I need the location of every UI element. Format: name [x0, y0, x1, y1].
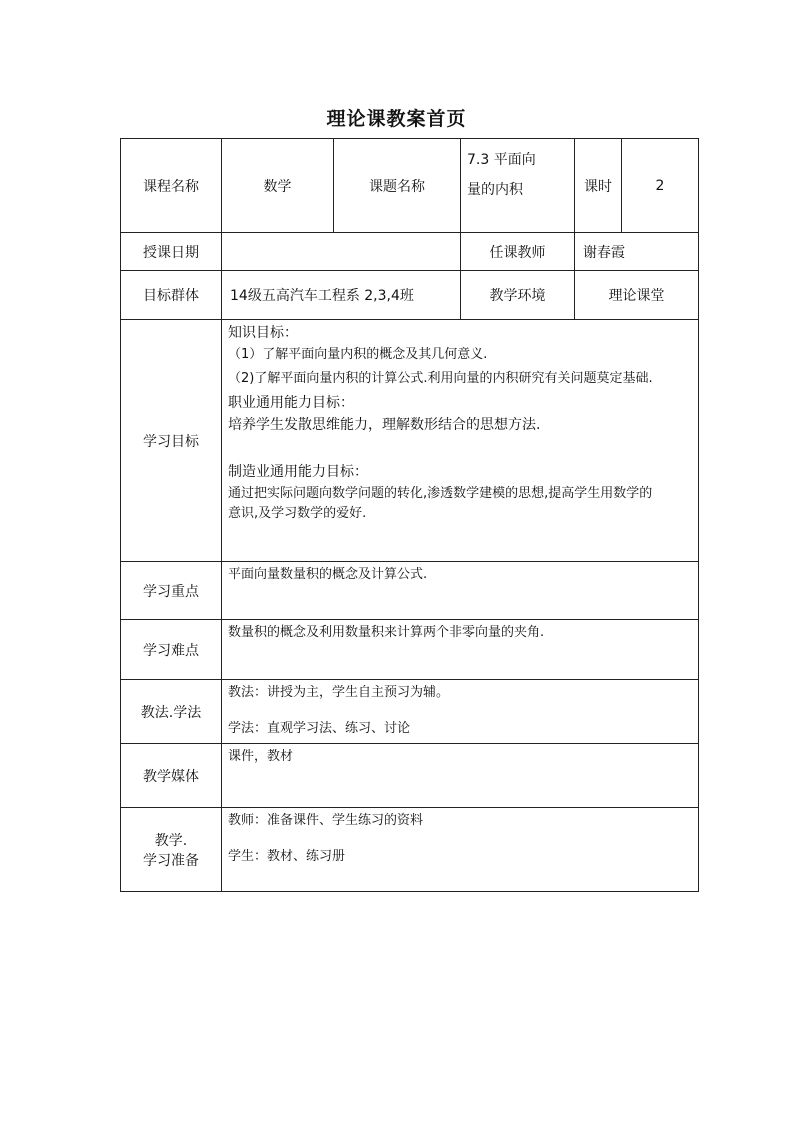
key-points-text: 平面向量数量积的概念及计算公式.: [222, 562, 699, 620]
manufacturing-line-1: 通过把实际问题向数学问题的转化,渗透数学建模的思想,提高学生用数学的: [228, 486, 653, 502]
group-label: 目标群体: [121, 271, 222, 320]
lesson-plan-table: [120, 138, 699, 892]
student-preparation: 学生：教材、练习册: [228, 849, 346, 865]
media-label: 教学媒体: [121, 744, 222, 808]
vocational-text: 培养学生发散思维能力，理解数形结合的思想方法.: [228, 416, 541, 433]
row-date: [121, 233, 699, 271]
row-objectives: [121, 320, 699, 562]
preparation-label-line-2: 学习准备: [143, 852, 199, 869]
knowledge-heading: 知识目标：: [228, 325, 298, 341]
date-value: [222, 233, 461, 271]
preparation-label: [121, 808, 222, 892]
course-name-value: 数学: [222, 139, 334, 233]
manufacturing-line-2: 意识,及学习数学的爱好.: [228, 506, 367, 522]
methods-label: 教法.学法: [121, 680, 222, 744]
topic-value: [461, 139, 575, 233]
row-preparation: [121, 808, 699, 892]
topic-line-1: 7.3 平面向: [467, 152, 536, 168]
knowledge-item-2: （2)了解平面向量内积的计算公式.利用向量的内积研究有关问题莫定基础.: [228, 370, 653, 386]
teacher-value: 谢春霞: [575, 233, 699, 271]
date-label: 授课日期: [121, 233, 222, 271]
media-text: 课件，教材: [222, 744, 699, 808]
teacher-preparation: 教师：准备课件、学生练习的资料: [228, 813, 424, 828]
group-value: 14级五高汽车工程系 2,3,4班: [222, 271, 461, 320]
row-key-points: [121, 562, 699, 620]
key-points-label: 学习重点: [121, 562, 222, 620]
teaching-method: 教法：讲授为主，学生自主预习为辅。: [228, 685, 450, 700]
manufacturing-heading: 制造业通用能力目标：: [228, 464, 368, 481]
methods-content: [222, 680, 699, 744]
env-label: 教学环境: [461, 271, 575, 320]
hours-label: 课时: [575, 139, 622, 233]
preparation-content: [222, 808, 699, 892]
topic-label: 课题名称: [334, 139, 461, 233]
difficulties-label: 学习难点: [121, 620, 222, 680]
learning-method: 学法：直观学习法、练习、讨论: [228, 721, 411, 737]
topic-line-2: 量的内积: [467, 182, 523, 198]
row-course: [121, 139, 699, 233]
page-title: 理论课教案首页: [326, 108, 467, 130]
difficulties-text: 数量积的概念及利用数量积来计算两个非零向量的夹角.: [222, 620, 699, 680]
env-value: 理论课堂: [575, 271, 699, 320]
objectives-content: [222, 320, 699, 562]
objectives-label: 学习目标: [121, 320, 222, 562]
course-name-label: 课程名称: [121, 139, 222, 233]
vocational-heading: 职业通用能力目标：: [228, 394, 354, 411]
preparation-label-line-1: 教学.: [154, 832, 188, 849]
row-methods: [121, 680, 699, 744]
row-media: [121, 744, 699, 808]
row-difficulties: [121, 620, 699, 680]
hours-value: 2: [622, 139, 699, 233]
knowledge-item-1: （1）了解平面向量内积的概念及其几何意义.: [228, 346, 488, 362]
row-group: [121, 271, 699, 320]
teacher-label: 任课教师: [461, 233, 575, 271]
